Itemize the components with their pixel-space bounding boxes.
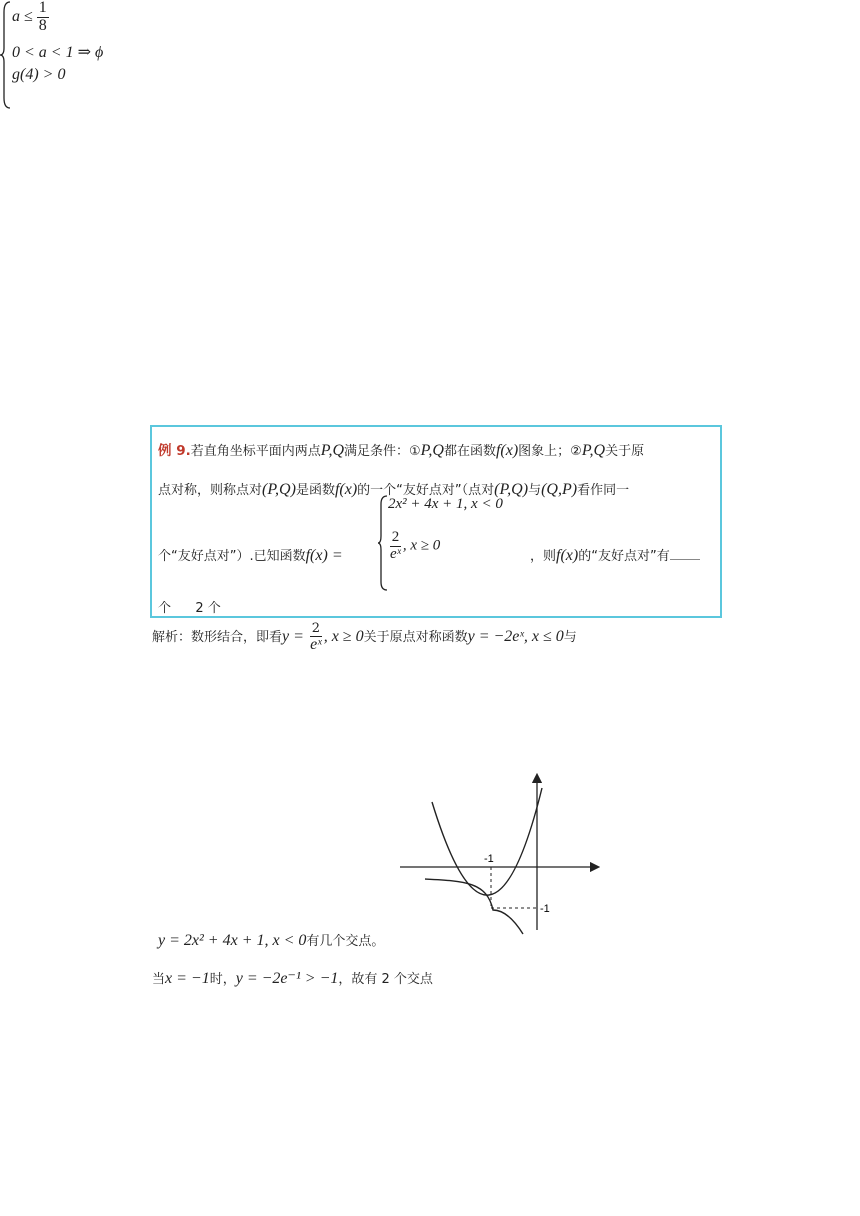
math: P,Q (420, 442, 444, 459)
piecewise-case-1: 2x² + 4x + 1, x < 0 (388, 496, 503, 512)
answer-blank (670, 545, 700, 560)
text: 是函数 (295, 483, 335, 498)
text: 关于原 (605, 444, 645, 459)
text: 若直角坐标平面内两点 (190, 444, 321, 459)
exponential-curve (425, 879, 523, 934)
piecewise-function (378, 494, 518, 592)
example-line-4 (158, 597, 221, 616)
tick-label-x: -1 (484, 853, 494, 865)
text: 看作同一 (577, 483, 630, 498)
condition-1-lhs: a ≤ (12, 7, 33, 25)
text: 点对称，则称点对 (158, 483, 263, 498)
fraction-numerator: 2 (391, 529, 400, 545)
condition-system (0, 0, 160, 110)
math: y = −2e⁻¹ > −1 (235, 970, 339, 987)
math: , x ≥ 0 (323, 628, 364, 646)
fraction-numerator: 1 (38, 0, 47, 16)
text: 有几个交点。 (306, 934, 385, 949)
fraction-one-eighth (37, 0, 49, 35)
example-line-3 (158, 545, 343, 565)
text: 个 (158, 601, 172, 616)
text: 与 (563, 630, 577, 646)
answer-text: 2 个 (195, 601, 221, 616)
math: f(x) (556, 547, 579, 564)
parabola-curve (432, 788, 542, 895)
math: x = −1 (165, 970, 210, 987)
left-brace-icon (0, 0, 12, 110)
condition-row-3: g(4) > 0 (12, 66, 66, 83)
math: y = 2x² + 4x + 1, x < 0 (158, 932, 307, 949)
fraction-denominator: 8 (38, 16, 47, 34)
math: y = (282, 628, 304, 646)
condition-row-2: 0 < a < 1 ⇒ ϕ (12, 44, 104, 61)
example-line-3-tail (530, 545, 700, 565)
analysis-line (152, 622, 577, 653)
text: 关于原点对称函数 (363, 630, 468, 646)
example-box (150, 425, 722, 618)
function-graph (395, 770, 605, 940)
text: 都在函数 (443, 444, 496, 459)
text: ，故有 2 个交点 (338, 972, 433, 987)
math: (P,Q) (494, 481, 529, 498)
left-brace-icon (378, 494, 388, 592)
text: 时， (209, 972, 236, 987)
math: y = −2eˣ, x ≤ 0 (467, 628, 564, 646)
math: f(x) (334, 481, 358, 498)
piecewise-case-2 (388, 530, 440, 563)
example-tag: 例 9. (158, 443, 191, 459)
math: (Q,P) (541, 481, 578, 498)
condition-row-1 (12, 0, 49, 35)
text: 解析：数形结合，即看 (152, 630, 283, 646)
text: 图象上；② (518, 444, 582, 459)
conclusion-line (152, 968, 433, 988)
example-line-1 (158, 439, 644, 460)
text: 的“友好点对”有 (578, 549, 670, 564)
intersection-question (158, 930, 384, 950)
math: f(x) (495, 442, 519, 459)
text: 满足条件：① (344, 444, 421, 459)
fraction-numerator: 2 (311, 621, 321, 636)
function-name: f(x) = (305, 547, 343, 564)
text: 的一个“友好点对”（点对 (357, 483, 495, 498)
math: P,Q (581, 442, 606, 459)
fraction-denominator: eˣ (390, 545, 401, 562)
text: 与 (528, 483, 542, 498)
text: 当 (152, 972, 166, 987)
fraction (388, 530, 403, 563)
fraction (308, 622, 324, 653)
tick-label-y: -1 (540, 903, 550, 915)
case-condition: , x ≥ 0 (402, 537, 441, 554)
math: (P,Q) (262, 481, 296, 498)
text: ，则 (530, 549, 557, 564)
fraction-denominator: eˣ (310, 635, 322, 653)
text: 个“友好点对”）.已知函数 (158, 549, 306, 564)
math: P,Q (320, 442, 345, 459)
